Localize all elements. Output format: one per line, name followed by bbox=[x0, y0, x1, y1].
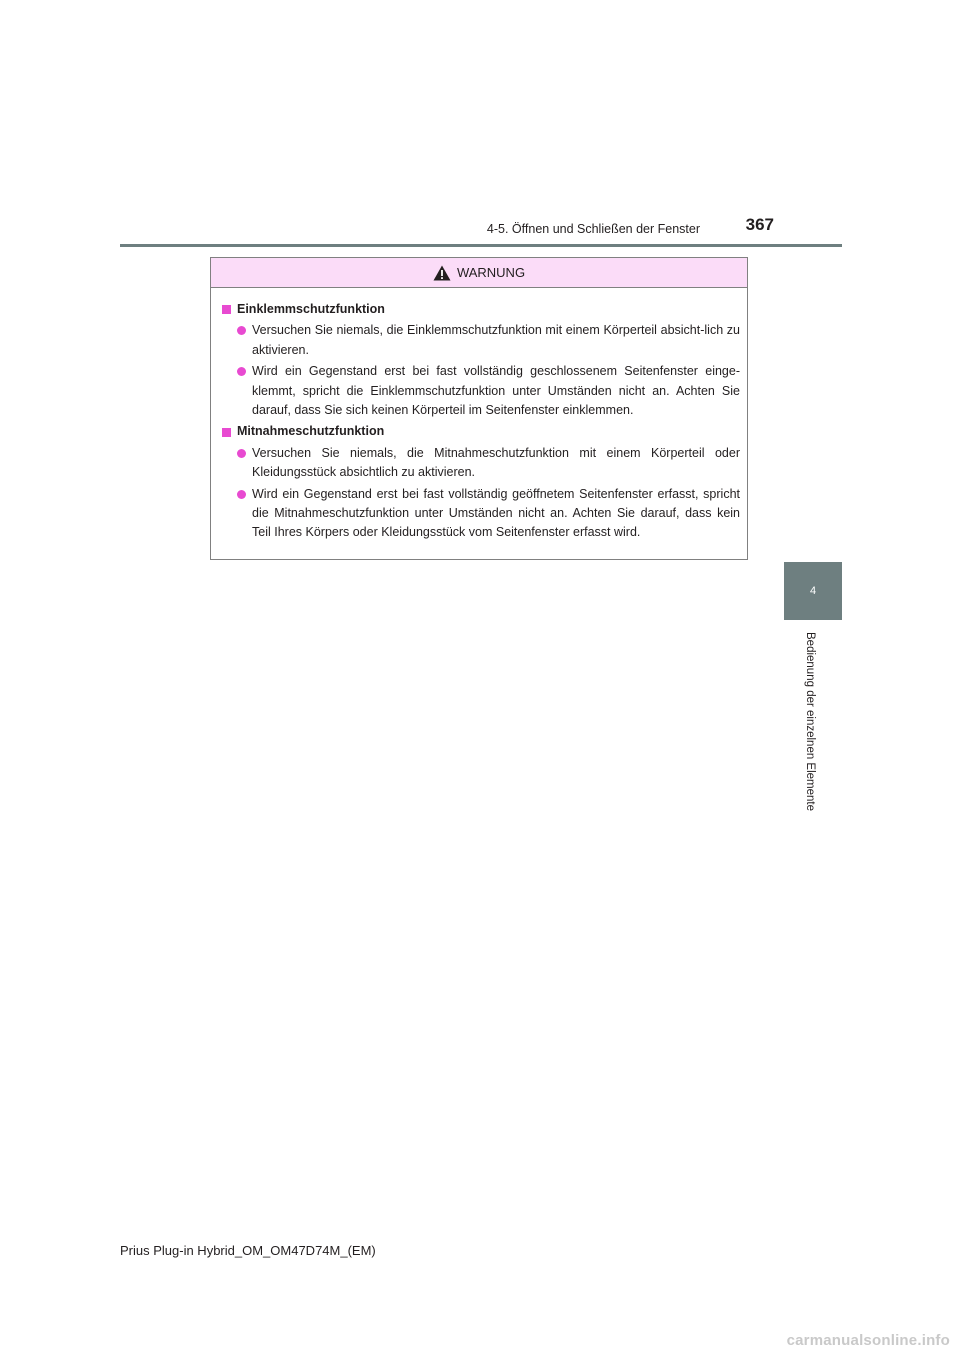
section-title bbox=[222, 300, 740, 319]
warning-title: WARNUNG bbox=[456, 265, 526, 280]
warning-header bbox=[211, 258, 747, 288]
bullet-dot-icon bbox=[237, 490, 246, 499]
list-item-text: Versuchen Sie niemals, die Einklemmschutzfunktion mit einem Körperteil absicht-lich zu aktivieren. bbox=[252, 323, 740, 357]
warning-box bbox=[210, 257, 748, 560]
watermark: carmanualsonline.info bbox=[786, 1332, 950, 1349]
section-mitnahmeschutz bbox=[222, 422, 740, 542]
footer-document-id: Prius Plug-in Hybrid_OM_OM47D74M_(EM) bbox=[120, 1243, 376, 1258]
list-item bbox=[222, 485, 740, 543]
section-einklemmschutz bbox=[222, 300, 740, 420]
bullet-dot-icon bbox=[237, 449, 246, 458]
list-item bbox=[222, 362, 740, 420]
list-item-text: Versuchen Sie niemals, die Mitnahmeschutzfunktion mit einem Körperteil oder Kleidungsstück absichtlich zu aktivieren. bbox=[252, 445, 740, 480]
section-header: 4-5. Öffnen und Schließen der Fenster bbox=[486, 222, 700, 236]
bullet-dot-icon bbox=[237, 326, 246, 335]
list-item bbox=[222, 321, 740, 360]
square-bullet-icon bbox=[222, 428, 231, 437]
list-item-text: Wird ein Gegenstand erst bei fast vollständig geöffnetem Seitenfenster erfasst, spricht die Mitnahmeschutzfunktion unter Umständen nicht an. Achten Sie darauf, dass kein Teil Ihres Körpers oder Kleidungsstück vom Seitenfenster erfasst wird. bbox=[252, 486, 740, 540]
warning-body bbox=[211, 288, 747, 559]
list-item-text: Wird ein Gegenstand erst bei fast vollständig geschlossenem Seitenfenster einge-klemmt, spricht die Einklemmschutzfunktion unter Umständen nicht an. Achten Sie darauf, dass Sie sich keinen Körperteil im Seitenfenster einklemmen. bbox=[252, 364, 740, 418]
chapter-label: Bedienung der einzelnen Elemente bbox=[804, 632, 816, 812]
section-title-text: Einklemmschutzfunktion bbox=[237, 302, 385, 316]
page-number: 367 bbox=[745, 215, 774, 234]
chapter-number: 4 bbox=[809, 585, 817, 597]
section-title bbox=[222, 422, 740, 441]
bullet-dot-icon bbox=[237, 367, 246, 376]
header-rule bbox=[120, 244, 842, 247]
warning-triangle-icon bbox=[433, 265, 451, 281]
chapter-tab bbox=[784, 562, 842, 620]
square-bullet-icon bbox=[222, 305, 231, 314]
section-title-text: Mitnahmeschutzfunktion bbox=[237, 424, 385, 439]
list-item bbox=[222, 444, 740, 483]
